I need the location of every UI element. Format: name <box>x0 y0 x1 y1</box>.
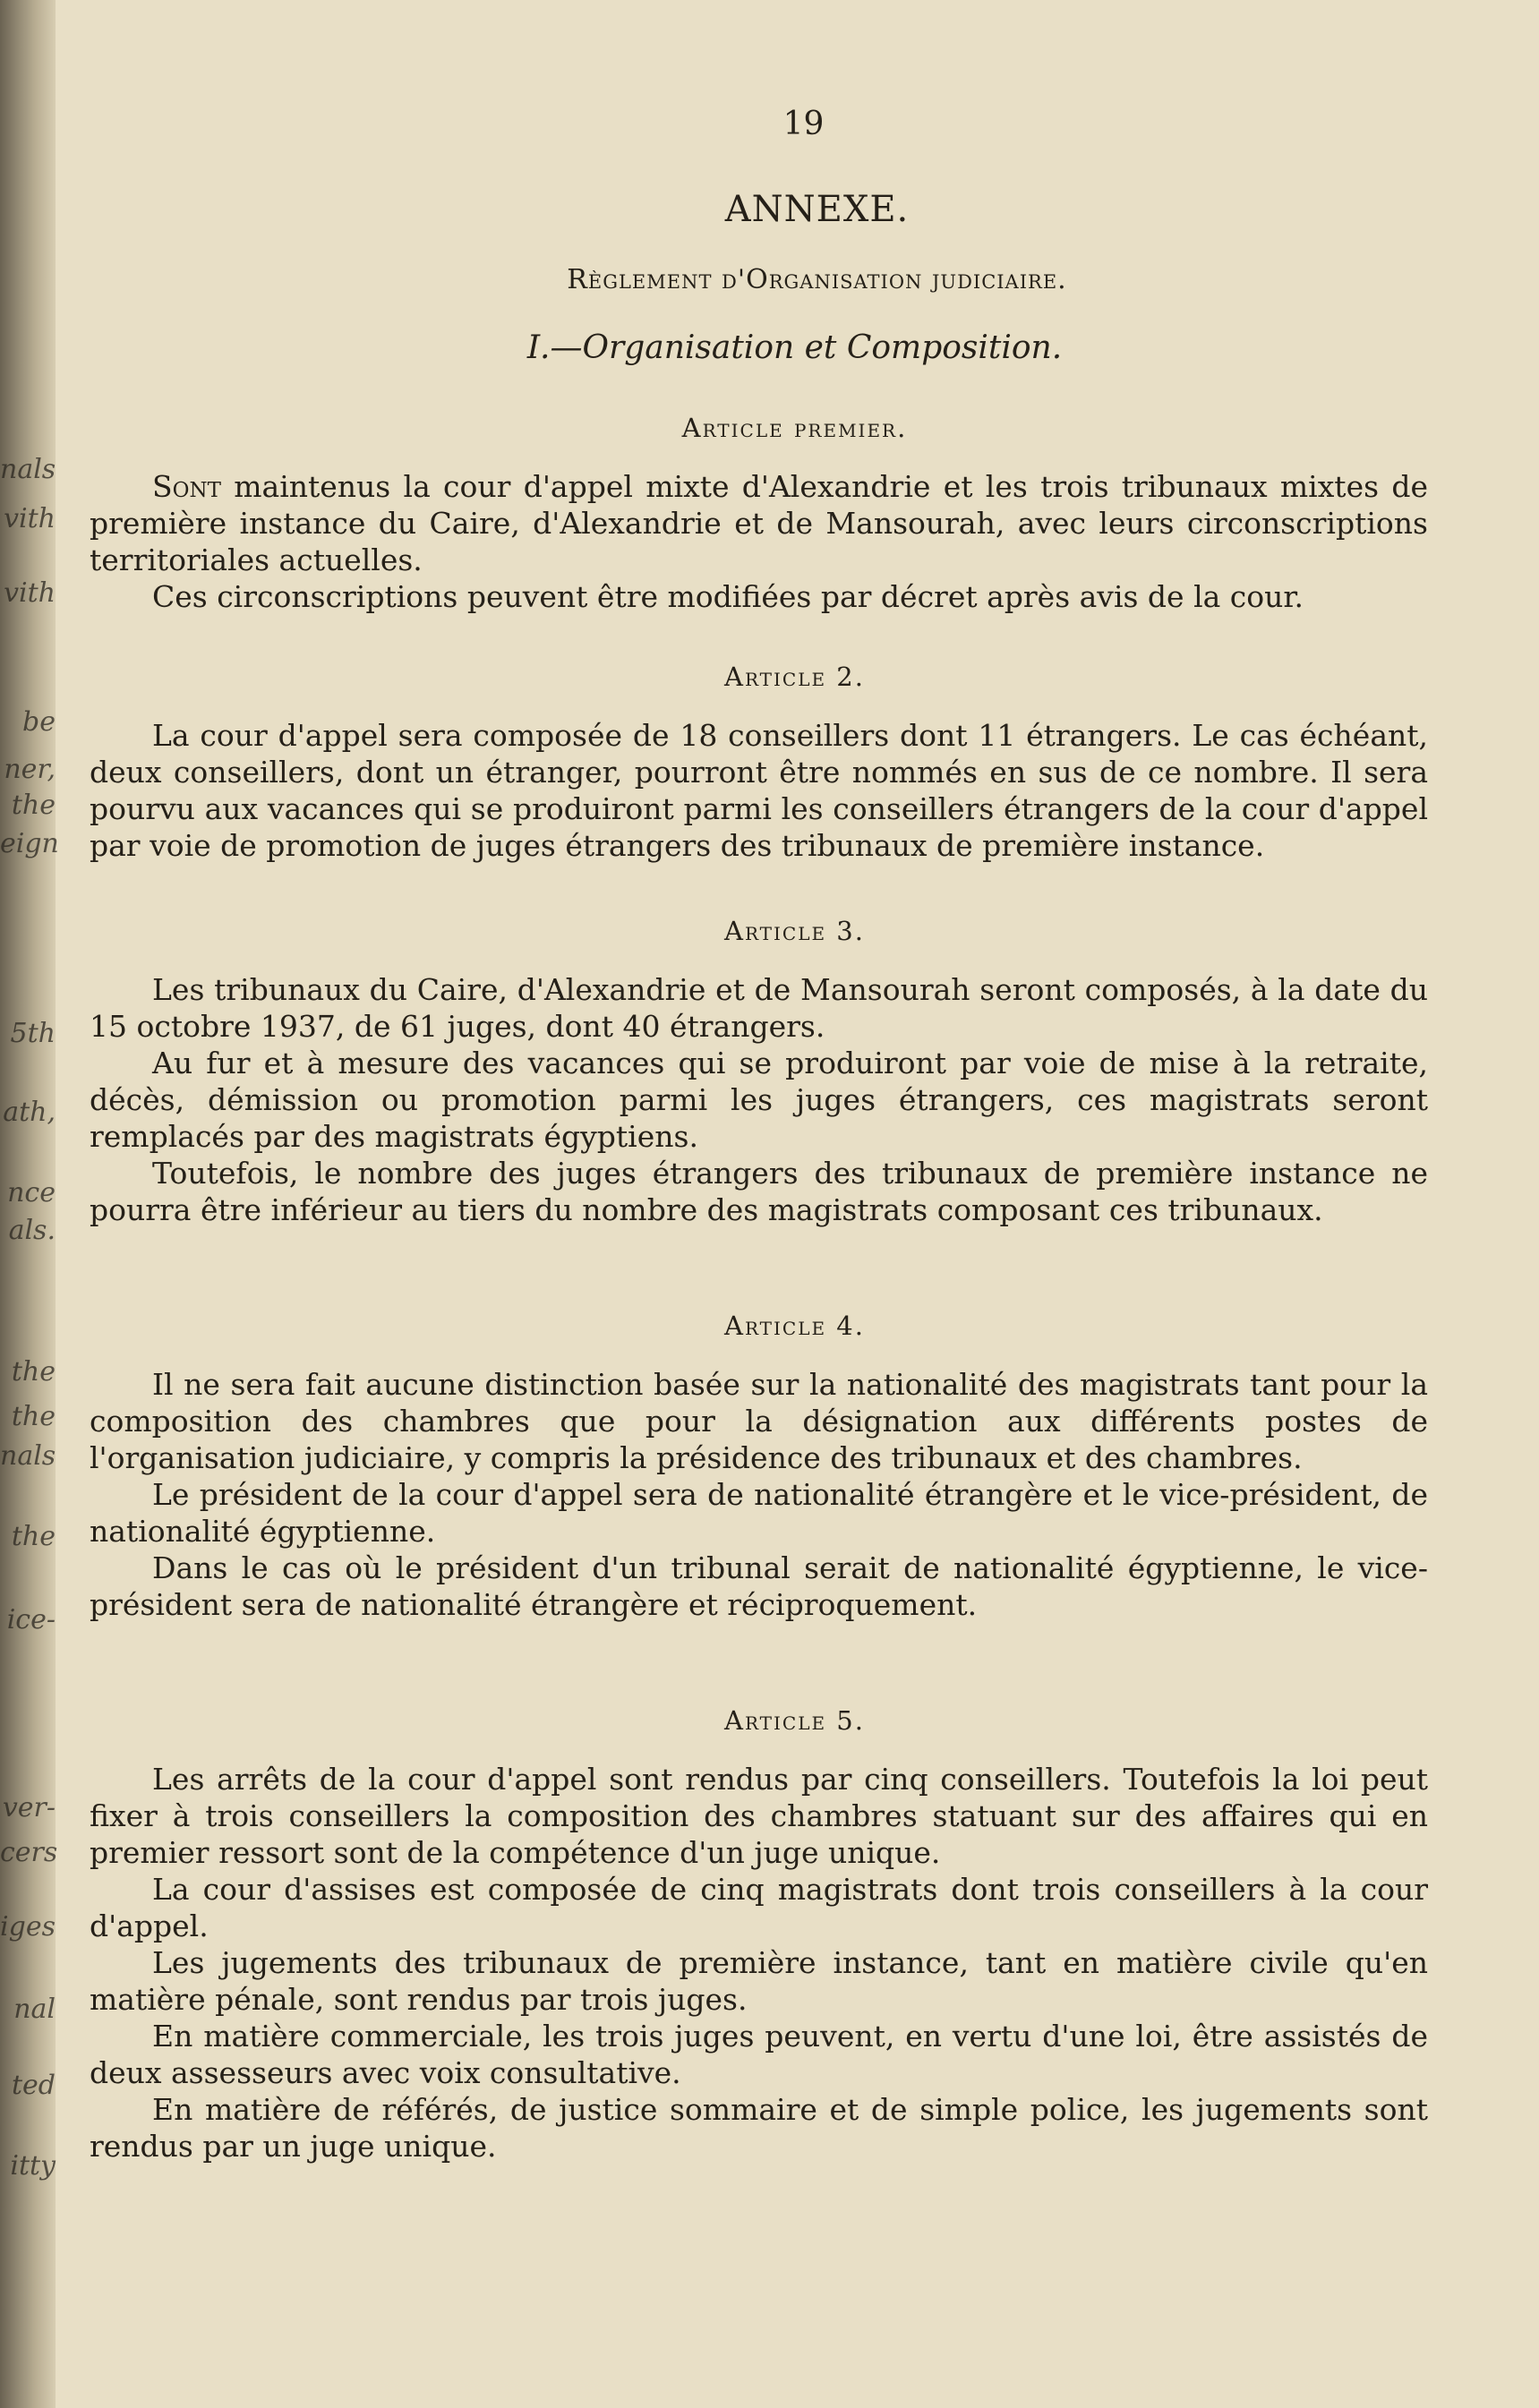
article-paragraph: Ces circonscriptions peuvent être modifiées par décret après avis de la cour. <box>152 579 1304 614</box>
article-5 <box>90 1705 1428 2165</box>
annex-title: ANNEXE. <box>724 189 910 230</box>
article-4 <box>90 1311 1428 1623</box>
margin-bleed-text: 5th <box>10 1018 56 1049</box>
margin-bleed-text: itty <box>10 2150 56 2182</box>
article-paragraph: Les arrêts de la cour d'appel sont rendus par cinq conseillers. Toutefois la loi peut fixer à trois conseillers la composition des chambres statuant sur des affaires qui en premier ressort sont de la compétence d'un juge unique. <box>90 1762 1428 1870</box>
margin-bleed-text: ted <box>11 2070 56 2101</box>
article-title: Article 4. <box>724 1311 865 1341</box>
article-paragraph: La cour d'assises est composée de cinq magistrats dont trois conseillers à la cour d'appel. <box>90 1872 1428 1943</box>
margin-bleed-text: the <box>11 790 56 821</box>
page-content <box>90 106 1428 2165</box>
paragraph-text: maintenus la cour d'appel mixte d'Alexandrie et les trois tribunaux mixtes de première instance du Caire, d'Alexandrie et de Mansourah, avec leurs circonscriptions territoriales actuelles. <box>90 469 1428 577</box>
margin-bleed-text: ner, <box>4 754 56 785</box>
margin-bleed-text: nal <box>13 1994 56 2025</box>
article-paragraph: Il ne sera fait aucune distinction basée sur la nationalité des magistrats tant pour la composition des chambres que pour la désignation aux différents postes de l'organisation judiciaire, y compris la présidence des tribunaux et des chambres. <box>90 1367 1428 1475</box>
article-paragraph <box>90 468 1428 578</box>
margin-bleed-text: nals <box>0 454 56 485</box>
margin-bleed-text: cers <box>0 1837 58 1868</box>
margin-bleed-text: the <box>11 1356 56 1388</box>
margin-bleed-text: vith <box>4 503 56 534</box>
article-premier <box>90 413 1428 615</box>
page-number: 19 <box>782 106 825 142</box>
section-title: I.—Organisation et Composition. <box>526 329 1063 366</box>
margin-bleed-text: ver- <box>2 1792 56 1823</box>
margin-bleed-text: be <box>22 706 56 738</box>
article-title: Article 3. <box>724 916 865 946</box>
margin-bleed-text: ath, <box>3 1097 56 1128</box>
margin-bleed-text: ice- <box>6 1604 56 1635</box>
article-paragraph: Le président de la cour d'appel sera de nationalité étrangère et le vice-président, de nationalité égyptienne. <box>90 1477 1428 1549</box>
article-3 <box>90 916 1428 1228</box>
article-2 <box>90 662 1428 864</box>
article-paragraph: Les jugements des tribunaux de première instance, tant en matière civile qu'en matière pénale, sont rendus par trois juges. <box>90 1945 1428 2017</box>
article-paragraph: Toutefois, le nombre des juges étrangers des tribunaux de première instance ne pourra être inférieur au tiers du nombre des magistrats composant ces tribunaux. <box>90 1156 1428 1227</box>
margin-bleed-text: vith <box>4 577 56 609</box>
article-paragraph: La cour d'appel sera composée de 18 conseillers dont 11 étrangers. Le cas échéant, deux conseillers, dont un étranger, pourront être nommés en sus de ce nombre. Il sera pourvu aux vacances qui se produiront parmi les conseillers étrangers de la cour d'appel par voie de promotion de juges étrangers des tribunaux de première instance. <box>90 718 1428 863</box>
regulation-subtitle: Règlement d'Organisation judiciaire. <box>567 264 1067 295</box>
article-paragraph: Les tribunaux du Caire, d'Alexandrie et de Mansourah seront composés, à la date du 15 octobre 1937, de 61 juges, dont 40 étrangers. <box>90 972 1428 1044</box>
margin-bleed-text: eign <box>0 828 59 859</box>
margin-bleed-text: als. <box>8 1215 56 1246</box>
article-title: Article 2. <box>724 662 865 692</box>
margin-bleed-text: the <box>11 1521 56 1552</box>
article-paragraph: En matière de référés, de justice sommaire et de simple police, les jugements sont rendus par un juge unique. <box>90 2092 1428 2164</box>
margin-bleed-text: nals <box>0 1440 56 1472</box>
article-paragraph: Dans le cas où le président d'un tribunal serait de nationalité égyptienne, le vice-président sera de nationalité étrangère et réciproquement. <box>90 1550 1428 1622</box>
margin-bleed-text: the <box>11 1401 56 1432</box>
article-title: Article premier. <box>681 413 908 443</box>
article-lead-word: Sont <box>152 469 221 504</box>
article-paragraph: Au fur et à mesure des vacances qui se produiront par voie de mise à la retraite, décès, démission ou promotion parmi les juges étrangers, ces magistrats seront remplacés par des magistrats égyptiens. <box>90 1046 1428 1154</box>
margin-bleed-text: nce <box>7 1177 56 1208</box>
margin-bleed-text: iges <box>0 1911 56 1943</box>
article-title: Article 5. <box>724 1705 865 1736</box>
article-paragraph: En matière commerciale, les trois juges peuvent, en vertu d'une loi, être assistés de deux assesseurs avec voix consultative. <box>90 2019 1428 2090</box>
